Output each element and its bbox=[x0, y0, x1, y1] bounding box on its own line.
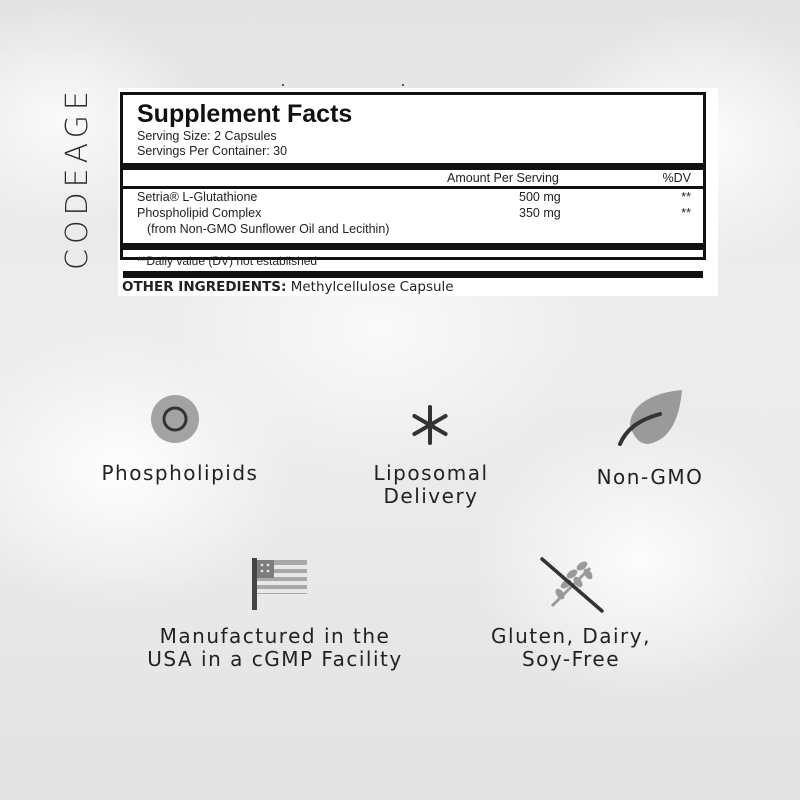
crossed-wheat-icon bbox=[538, 556, 608, 614]
facts-header-row bbox=[137, 170, 691, 186]
ingredient-name: Setria® L-Glutathione bbox=[137, 190, 258, 204]
servings-per-container: Servings Per Container: 30 bbox=[137, 144, 288, 158]
divider-bottom bbox=[123, 271, 703, 278]
feature-allergen-free bbox=[441, 625, 701, 671]
feature-phospholipids bbox=[80, 462, 280, 485]
ingredient-dv: ** bbox=[681, 206, 691, 220]
amount-header: Amount Per Serving bbox=[447, 171, 559, 185]
brand-logo: CODEAGE bbox=[60, 86, 95, 270]
ingredient-row bbox=[137, 189, 691, 205]
divider-thick bbox=[123, 243, 703, 250]
ingredient-amount: 500 mg bbox=[519, 190, 561, 204]
dv-footnote: **Daily value (DV) not established bbox=[137, 254, 318, 268]
feature-label: Gluten, Dairy, Soy-Free bbox=[491, 624, 651, 671]
asterisk-icon bbox=[409, 404, 451, 446]
ingredient-amount: 350 mg bbox=[519, 206, 561, 220]
feature-label: Liposomal Delivery bbox=[373, 461, 489, 508]
divider-thick bbox=[123, 163, 703, 170]
other-ingredients-value: Methylcellulose Capsule bbox=[290, 279, 454, 295]
usa-flag-icon bbox=[250, 556, 308, 612]
feature-usa-made bbox=[120, 625, 430, 671]
circle-icon bbox=[150, 394, 200, 444]
ingredient-row bbox=[137, 205, 691, 221]
ingredient-name: Phospholipid Complex bbox=[137, 206, 262, 220]
facts-title: Supplement Facts bbox=[137, 100, 353, 128]
feature-label: Manufactured in the USA in a cGMP Facility bbox=[147, 624, 403, 671]
other-ingredients-label: OTHER INGREDIENTS: bbox=[122, 279, 287, 295]
feature-liposomal-delivery bbox=[331, 462, 531, 508]
dv-header: %DV bbox=[662, 171, 691, 185]
ingredient-source-note: (from Non-GMO Sunflower Oil and Lecithin) bbox=[147, 222, 390, 236]
decor-dot bbox=[402, 84, 404, 86]
supplement-facts-box bbox=[120, 92, 706, 268]
feature-non-gmo bbox=[550, 466, 750, 489]
ingredient-dv: ** bbox=[681, 190, 691, 204]
leaf-icon bbox=[614, 388, 686, 448]
feature-label: Non-GMO bbox=[596, 465, 704, 489]
other-ingredients bbox=[122, 279, 454, 295]
serving-size: Serving Size: 2 Capsules bbox=[137, 129, 277, 143]
decor-dot bbox=[282, 84, 284, 86]
feature-label: Phospholipids bbox=[101, 461, 259, 485]
